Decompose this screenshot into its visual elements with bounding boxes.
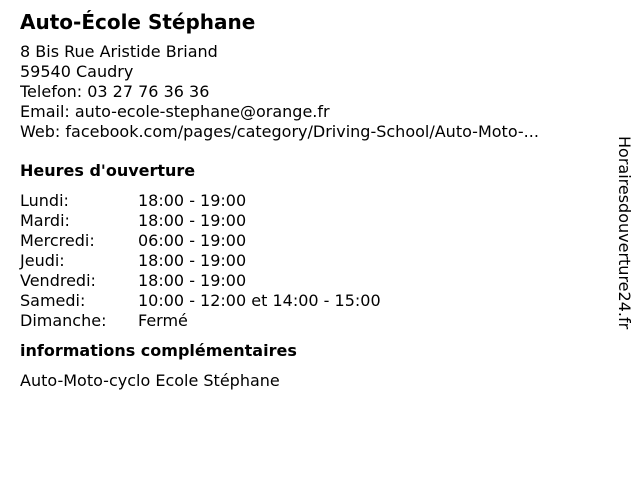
hours-row-mercredi bbox=[20, 231, 610, 251]
web-link[interactable]: facebook.com/pages/category/Driving-School/Auto-Moto-... bbox=[65, 122, 539, 141]
info-heading: informations complémentaires bbox=[20, 341, 297, 360]
hours-time: 18:00 - 19:00 bbox=[138, 251, 247, 270]
hours-time: 18:00 - 19:00 bbox=[138, 271, 247, 290]
info-text: Auto-Moto-cyclo Ecole Stéphane bbox=[20, 371, 280, 390]
hours-row-mardi bbox=[20, 211, 610, 231]
hours-time: Fermé bbox=[138, 311, 188, 330]
email-link[interactable]: auto-ecole-stephane@orange.fr bbox=[74, 102, 330, 121]
contact-block bbox=[20, 42, 610, 142]
address-line-1: 8 Bis Rue Aristide Briand bbox=[20, 42, 218, 61]
hours-row-lundi bbox=[20, 191, 610, 211]
hours-table bbox=[20, 191, 610, 331]
web-line bbox=[20, 122, 610, 142]
site-watermark: Horairesdouverture24.fr bbox=[615, 136, 634, 330]
hours-day: Lundi: bbox=[20, 191, 69, 210]
hours-day: Mardi: bbox=[20, 211, 70, 230]
hours-time: 06:00 - 19:00 bbox=[138, 231, 247, 250]
email-line bbox=[20, 102, 610, 122]
hours-row-jeudi bbox=[20, 251, 610, 271]
hours-day: Mercredi: bbox=[20, 231, 95, 250]
hours-day: Dimanche: bbox=[20, 311, 107, 330]
hours-heading: Heures d'ouverture bbox=[20, 161, 196, 180]
business-card bbox=[20, 8, 610, 391]
hours-time: 18:00 - 19:00 bbox=[138, 211, 247, 230]
hours-day: Vendredi: bbox=[20, 271, 96, 290]
hours-row-samedi bbox=[20, 291, 610, 311]
phone-value[interactable]: 03 27 76 36 36 bbox=[87, 82, 210, 101]
hours-time: 18:00 - 19:00 bbox=[138, 191, 247, 210]
hours-row-dimanche bbox=[20, 311, 610, 331]
business-name: Auto-École Stéphane bbox=[20, 10, 256, 34]
email-label: Email: bbox=[20, 102, 70, 121]
hours-row-vendredi bbox=[20, 271, 610, 291]
hours-day: Jeudi: bbox=[20, 251, 65, 270]
hours-time: 10:00 - 12:00 et 14:00 - 15:00 bbox=[138, 291, 381, 310]
hours-day: Samedi: bbox=[20, 291, 86, 310]
phone-line bbox=[20, 82, 610, 102]
address-line-2: 59540 Caudry bbox=[20, 62, 134, 81]
phone-label: Telefon: bbox=[20, 82, 83, 101]
web-label: Web: bbox=[20, 122, 61, 141]
